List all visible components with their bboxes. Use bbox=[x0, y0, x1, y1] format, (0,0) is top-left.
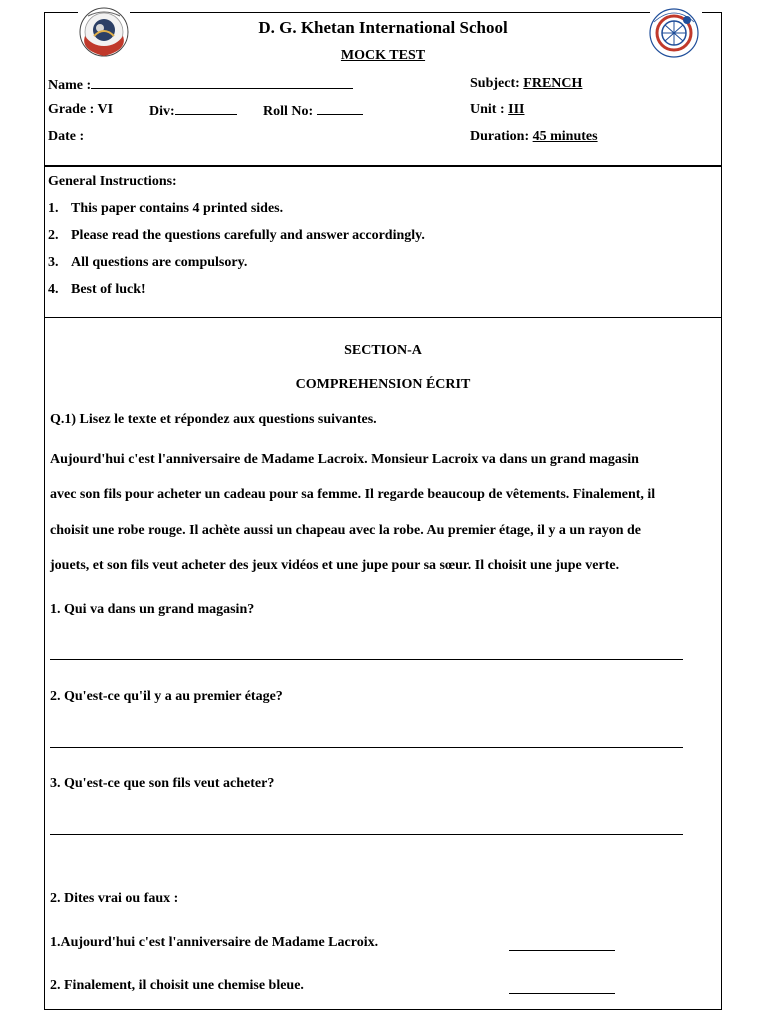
name-blank[interactable] bbox=[91, 76, 353, 89]
unit-label: Unit : bbox=[470, 102, 505, 117]
tf-answer-blank-2[interactable] bbox=[509, 993, 615, 994]
unit-row bbox=[470, 102, 524, 118]
q1-prompt: Q.1) Lisez le texte et répondez aux questions suivantes. bbox=[50, 412, 377, 427]
answer-line-1[interactable] bbox=[50, 659, 683, 660]
instructions-heading: General Instructions: bbox=[48, 174, 177, 189]
instruction-item: 4. Best of luck! bbox=[48, 282, 146, 297]
name-label: Name : bbox=[48, 78, 92, 93]
date-label: Date : bbox=[48, 129, 85, 144]
grade-label: Grade : VI bbox=[48, 102, 114, 117]
passage-line: avec son fils pour acheter un cadeau pour sa femme. Il regarde beaucoup de vêtements. Finalement, il bbox=[50, 487, 656, 502]
duration-row bbox=[470, 129, 598, 145]
test-title: MOCK TEST bbox=[340, 48, 426, 63]
question-3: 3. Qu'est-ce que son fils veut acheter? bbox=[50, 776, 275, 791]
instruction-item: 1. This paper contains 4 printed sides. bbox=[48, 201, 284, 216]
name-field[interactable] bbox=[48, 76, 353, 94]
div-blank[interactable] bbox=[175, 102, 237, 115]
answer-line-3[interactable] bbox=[50, 834, 683, 835]
top-border-left bbox=[44, 12, 78, 13]
passage-line: choisit une robe rouge. Il achète aussi un chapeau avec la robe. Au premier étage, il y a un rayon de bbox=[50, 523, 641, 538]
subject-value: FRENCH bbox=[523, 76, 583, 91]
div-field[interactable] bbox=[149, 102, 237, 120]
tf-item-1: 1.Aujourd'hui c'est l'anniversaire de Madame Lacroix. bbox=[50, 935, 379, 950]
answer-line-2[interactable] bbox=[50, 747, 683, 748]
tf-answer-blank-1[interactable] bbox=[509, 950, 615, 951]
section-title: SECTION-A bbox=[344, 343, 422, 358]
top-border-right bbox=[702, 12, 722, 13]
instructions-divider bbox=[44, 317, 722, 318]
roll-label: Roll No: bbox=[263, 104, 314, 119]
tf-item-2: 2. Finalement, il choisit une chemise bleue. bbox=[50, 978, 304, 993]
subject-row bbox=[470, 76, 582, 92]
passage-line: Aujourd'hui c'est l'anniversaire de Madame Lacroix. Monsieur Lacroix va dans un grand magasin bbox=[50, 452, 639, 467]
tf-heading: 2. Dites vrai ou faux : bbox=[50, 891, 179, 906]
instruction-item: 2. Please read the questions carefully and answer accordingly. bbox=[48, 228, 425, 243]
subject-label: Subject: bbox=[470, 76, 520, 91]
duration-label: Duration: bbox=[470, 129, 530, 144]
school-name: D. G. Khetan International School bbox=[258, 18, 508, 37]
header-divider bbox=[44, 165, 722, 167]
duration-value: 45 minutes bbox=[532, 129, 598, 144]
passage-line: jouets, et son fils veut acheter des jeux vidéos et une jupe pour sa sœur. Il choisit une jupe verte. bbox=[50, 558, 620, 573]
roll-blank[interactable] bbox=[317, 102, 363, 115]
page-border bbox=[44, 12, 722, 1010]
unit-value: III bbox=[508, 102, 525, 117]
instruction-item: 3. All questions are compulsory. bbox=[48, 255, 248, 270]
roll-field[interactable] bbox=[263, 102, 363, 120]
question-2: 2. Qu'est-ce qu'il y a au premier étage? bbox=[50, 689, 283, 704]
question-1: 1. Qui va dans un grand magasin? bbox=[50, 602, 255, 617]
top-border-middle bbox=[130, 12, 650, 13]
section-subtitle: COMPREHENSION ÉCRIT bbox=[295, 377, 471, 392]
div-label: Div: bbox=[149, 104, 175, 119]
